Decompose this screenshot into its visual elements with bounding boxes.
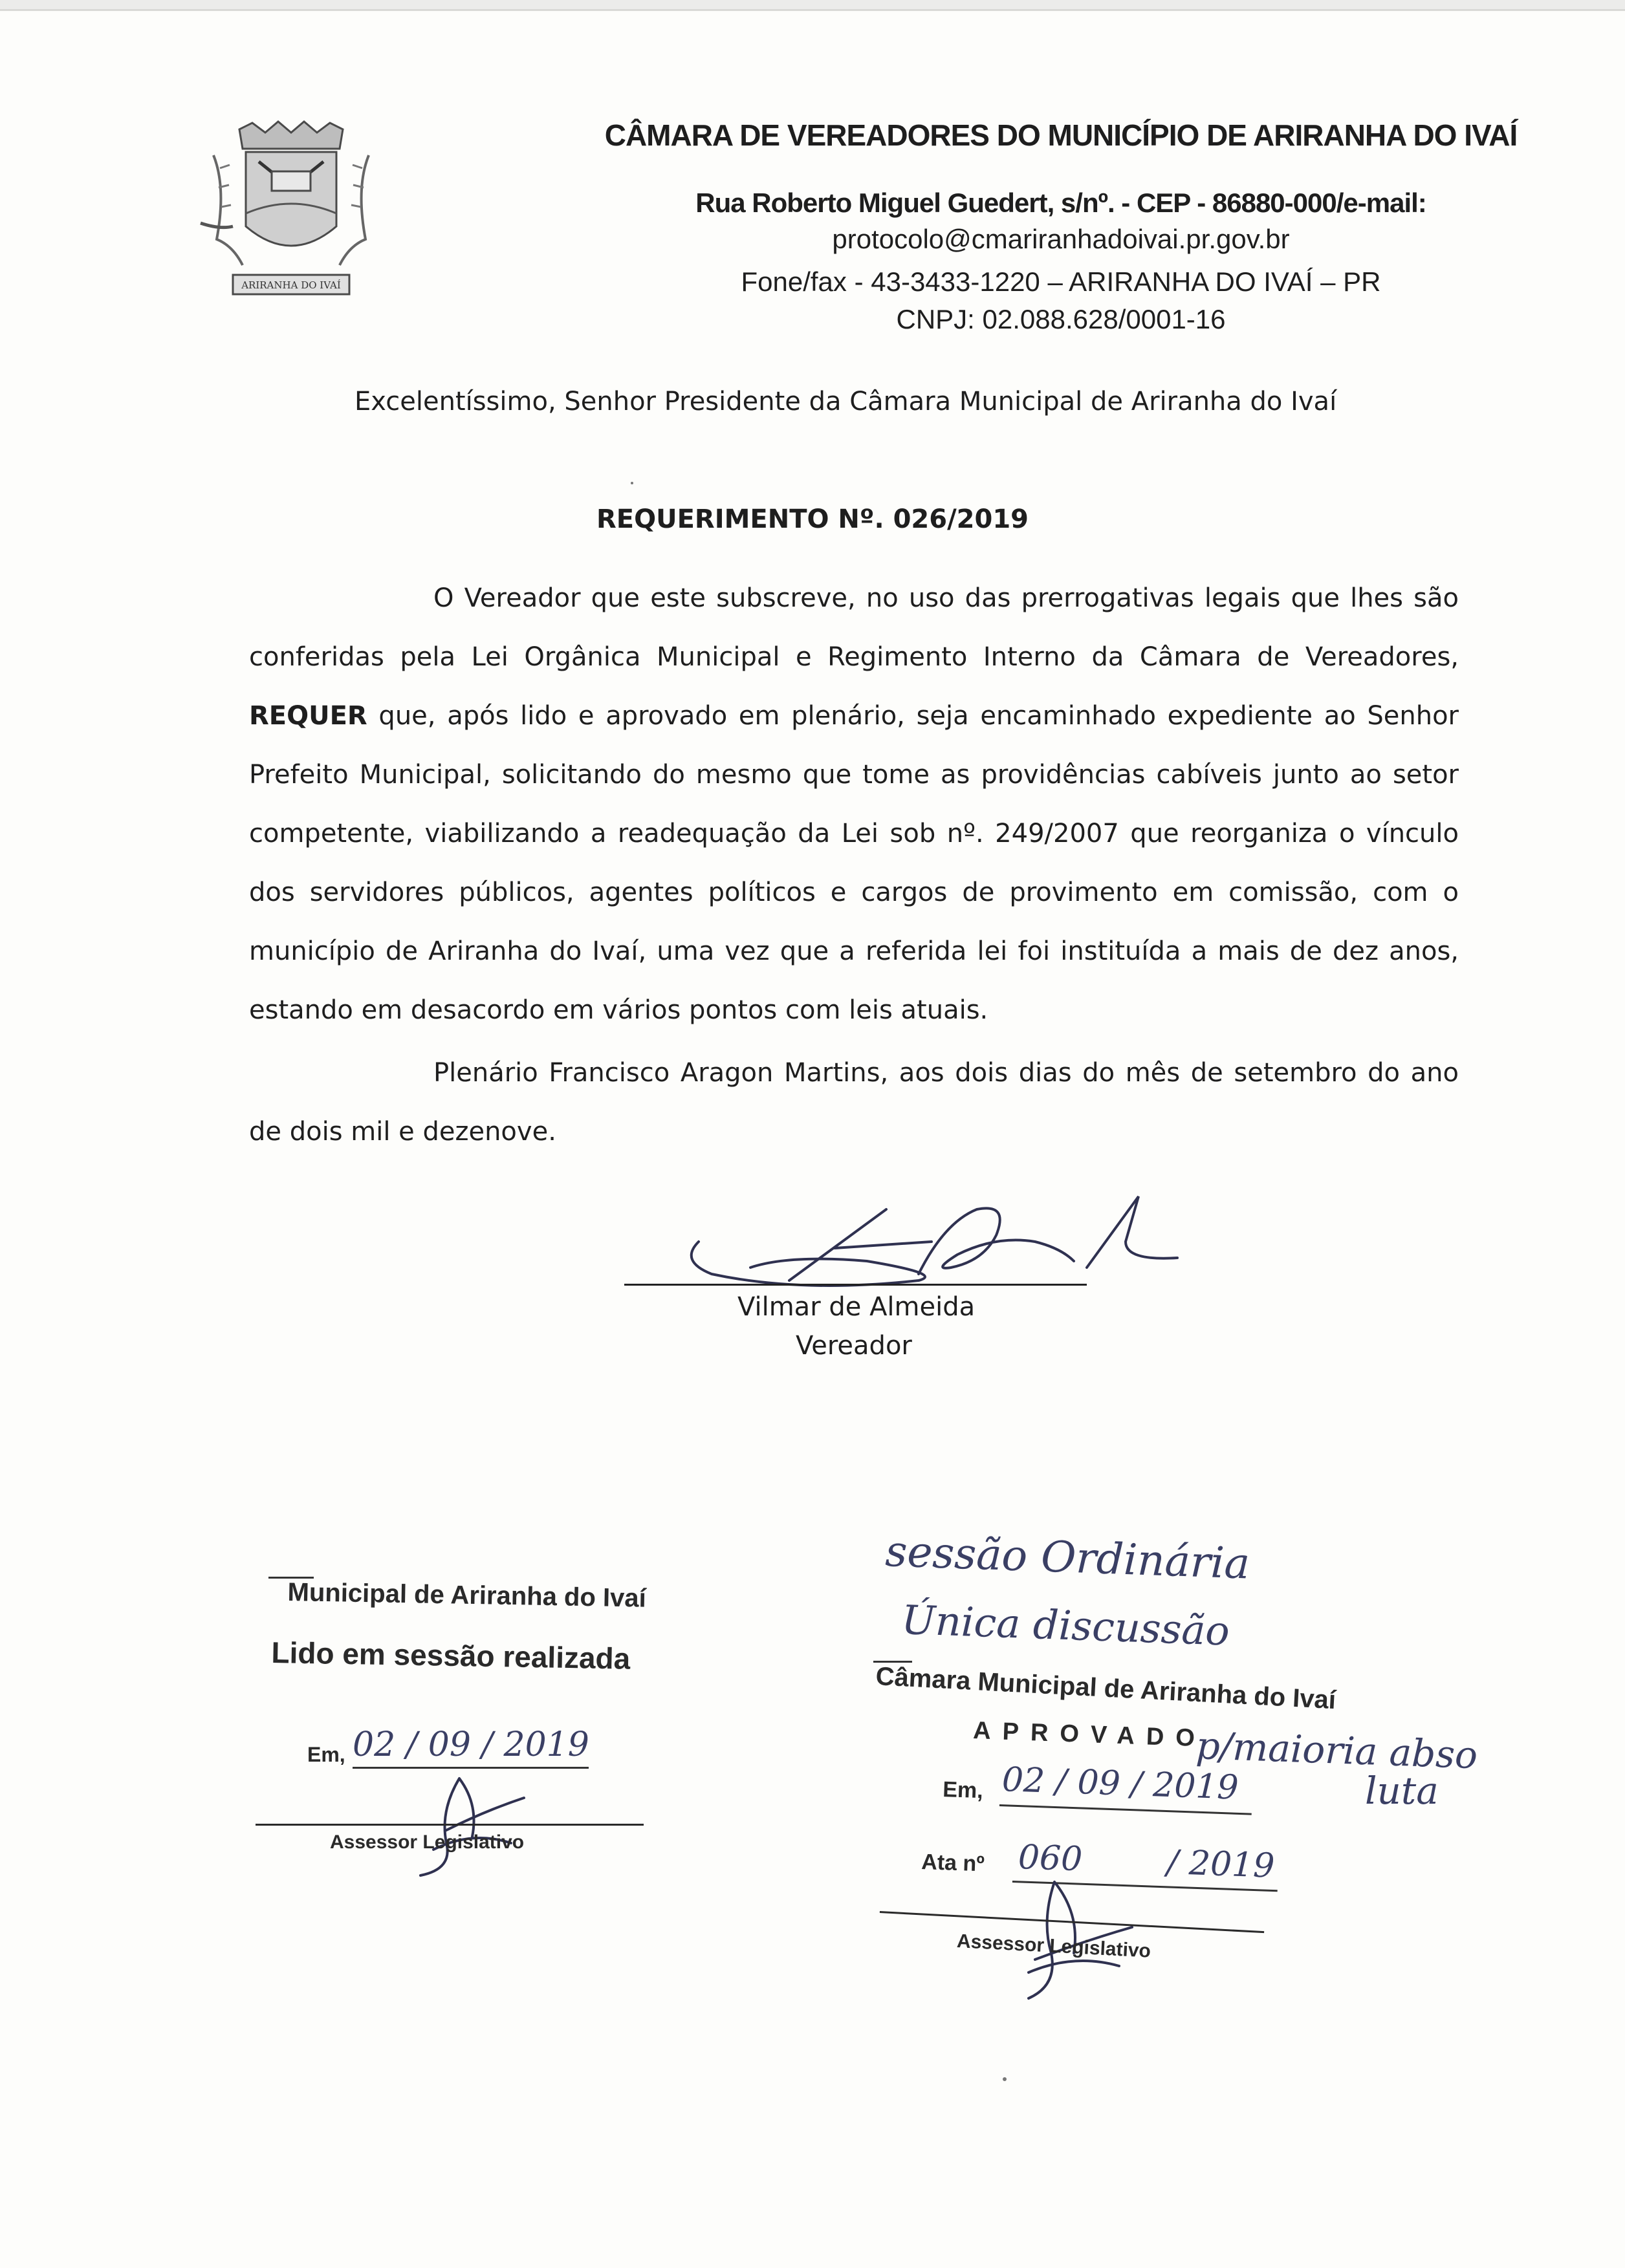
stamp-approved-date: 02 / 09 / 2019 <box>1001 1760 1239 1808</box>
stamp-read-status: Lido em sessão realizada <box>271 1635 631 1676</box>
header-address: Rua Roberto Miguel Guedert, s/nº. - CEP - 86880-000/e-mail: <box>695 188 1426 218</box>
stamp-read-municipality: Municipal de Ariranha do Ivaí <box>287 1578 647 1613</box>
handwritten-session-type: sessão Ordinária <box>884 1526 1251 1589</box>
body-p1-rest: que, após lido e aprovado em plenário, seja encaminhado expediente ao Senhor Prefeito Municipal, solicitando do mesmo que tome as providências cabíveis junto ao setor competente, viabilizando a readequação da Lei sob nº. 249/2007 que reorganiza o vínculo dos servidores públicos, agentes políticos e cargos de provimento em comissão, com o município de Ariranha do Ivaí, uma vez que a referida lei foi instituída a mais de dez anos, estando em desacordo em vários pontos com leis atuais. <box>249 701 1459 1025</box>
handwritten-discussion: Única discussão <box>900 1596 1231 1655</box>
header-phone: Fone/fax - 43-3433-1220 – ARIRANHA DO IVAÍ – PR <box>741 266 1381 297</box>
stamp-approved-ata-label: Ata nº <box>921 1850 985 1877</box>
signer-role: Vereador <box>796 1331 912 1361</box>
page-top-edge <box>0 0 1625 9</box>
handwritten-majority-cont: luta <box>1365 1769 1439 1813</box>
signature-line <box>624 1284 1087 1286</box>
handwritten-signature <box>673 1183 1190 1300</box>
stamp-approved-ata-number: 060 <box>1017 1838 1084 1879</box>
body-p1-requer: REQUER <box>249 701 367 731</box>
stamp-approved-signer: Assessor Legislativo <box>956 1930 1151 1962</box>
stamp-read-signer: Assessor Legislativo <box>330 1831 525 1853</box>
paper-speck <box>631 482 633 484</box>
stamp-approved-date-label: Em, <box>942 1777 984 1804</box>
body-paragraph-2: Plenário Francisco Aragon Martins, aos dois dias do mês de setembro do ano de dois mil e dezenove. <box>249 1058 1459 1147</box>
body-p1-intro: O Vereador que este subscreve, no uso das prerrogativas legais que lhes são conferidas pela Lei Orgânica Municipal e Regimento Interno da Câmara de Vereadores, <box>249 583 1459 672</box>
request-title: REQUERIMENTO Nº. 026/2019 <box>596 504 1029 534</box>
handwritten-majority: p/maioria abso <box>1195 1723 1479 1778</box>
header-email: protocolo@cmariranhadoivai.pr.gov.br <box>832 224 1290 254</box>
page-top-rule <box>0 9 1625 11</box>
stamp-read-date-label: Em, <box>307 1743 345 1766</box>
salutation: Excelentíssimo, Senhor Presidente da Câmara Municipal de Ariranha do Ivaí <box>354 387 1337 416</box>
municipal-crest-logo <box>194 116 388 310</box>
stamp-approved-status: APROVADO <box>972 1717 1207 1753</box>
signer-name: Vilmar de Almeida <box>737 1292 976 1322</box>
stamp-read-signature-line <box>256 1824 644 1826</box>
stamp-read-date-line <box>353 1767 589 1769</box>
stamp-approved-chamber: Câmara Municipal de Ariranha do Ivaí <box>875 1662 1337 1715</box>
header-title: CÂMARA DE VEREADORES DO MUNICÍPIO DE ARIRANHA DO IVAÍ <box>604 118 1518 152</box>
stamp-read-date: 02 / 09 / 2019 <box>353 1725 589 1764</box>
crest-banner-text: ARIRANHA DO IVAÍ <box>241 279 341 291</box>
header-cnpj: CNPJ: 02.088.628/0001-16 <box>896 304 1226 334</box>
stamp-read-initials <box>382 1772 537 1882</box>
body-paragraph-1 <box>249 569 1459 1040</box>
stamp-approved-ata-year: / 2019 <box>1166 1843 1276 1886</box>
paper-speck <box>1003 2077 1007 2081</box>
